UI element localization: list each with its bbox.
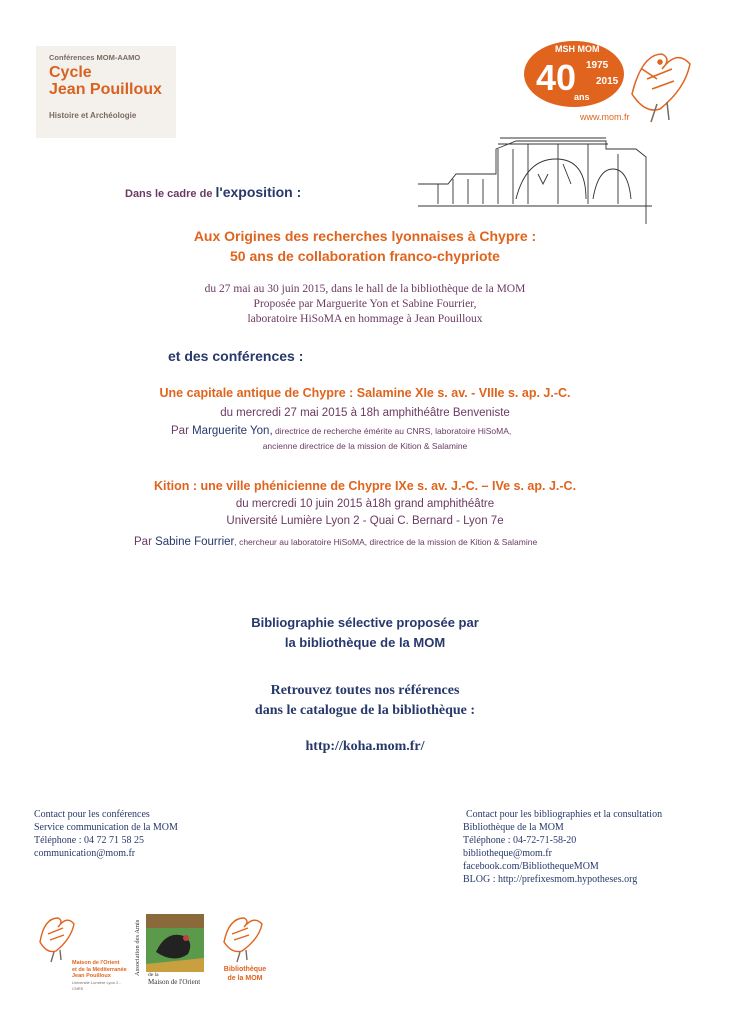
cycle-jean-pouilloux-logo — [36, 46, 176, 138]
exhibition-details — [0, 282, 730, 327]
conf2-title: Kition : une ville phénicienne de Chypre IXe s. av. J.-C. – IVe s. ap. J.-C. — [153, 479, 577, 493]
contact-bibliotheque-title: Contact pour les bibliographies et la consultation — [466, 809, 663, 820]
contact-conferences — [34, 808, 178, 860]
logo-conferences-text: Conférences MOM-AAMO — [49, 53, 141, 62]
conf2-date: du mercredi 10 juin 2015 à18h grand amphithéâtre — [235, 498, 495, 510]
bibliotheque-bird-icon — [218, 912, 268, 964]
association-vertical-text: Association des Amis — [134, 919, 141, 976]
conf1-role2: ancienne directrice de la mission de Kition & Salamine — [262, 441, 468, 451]
mom-logo-line3: Jean Pouilloux — [72, 973, 111, 979]
mom-logo-line2: et de la Méditerranée — [72, 966, 127, 973]
conf1-role1: directrice de recherche émérite au CNRS, laboratoire HiSoMA, — [272, 426, 512, 436]
conf1-par: Par — [171, 425, 193, 437]
badge-year-start: 1975 — [586, 60, 609, 71]
contact-bibliotheque-facebook[interactable]: facebook.com/BibliothequeMOM — [463, 861, 599, 872]
exhibition-laboratory: laboratoire HiSoMA en hommage à Jean Pouilloux — [247, 313, 483, 325]
logo-histoire-text: Histoire et Archéologie — [49, 111, 137, 120]
bird-icon — [632, 54, 690, 122]
conf1-title: Une capitale antique de Chypre : Salamine XIe s. av. - VIIIe s. ap. J.-C. — [159, 386, 571, 400]
conf2-place: Université Lumière Lyon 2 - Quai C. Bernard - Lyon 7e — [226, 515, 504, 527]
badge-forty: 40 — [536, 57, 577, 98]
koha-link[interactable]: http://koha.mom.fr/ — [305, 739, 425, 754]
conf2-speaker: Sabine Fourrier — [155, 536, 235, 548]
conf2-role: , chercheur au laboratoire HiSoMA, directrice de la mission de Kition & Salamine — [234, 537, 538, 547]
bibliography-line2: la bibliothèque de la MOM — [284, 635, 446, 650]
association-painting — [146, 914, 204, 972]
catalogue-block — [0, 681, 730, 721]
association-maison: Maison de l'Orient — [148, 978, 201, 986]
bibliotheque-logo-line1: Bibliothèque — [223, 966, 267, 973]
mom-logo-line1: Maison de l'Orient — [72, 960, 120, 966]
intro-prefix — [125, 184, 301, 200]
badge-ans: ans — [574, 92, 590, 102]
catalogue-line1: Retrouvez toutes nos références — [270, 683, 460, 698]
logo-cycle-text: Cycle — [49, 64, 92, 81]
mom-bird-icon — [36, 912, 76, 964]
mom-logo — [36, 912, 132, 990]
bibliography-line1: Bibliographie sélective proposée par — [251, 615, 479, 630]
ancient-colonnade-illustration — [418, 124, 652, 224]
conf1-speaker-line — [171, 425, 511, 437]
contact-bibliotheque-phone: Téléphone : 04-72-71-58-20 — [463, 835, 577, 846]
exhibition-title — [0, 226, 730, 266]
bibliography-block — [0, 613, 730, 653]
badge-year-end: 2015 — [596, 76, 619, 87]
contact-conferences-service: Service communication de la MOM — [34, 822, 178, 833]
bibliotheque-logo-line2: de la MOM — [227, 974, 263, 982]
catalogue-line2: dans le catalogue de la bibliothèque : — [254, 703, 476, 718]
contact-conferences-phone: Téléphone : 04 72 71 58 25 — [34, 835, 144, 846]
conf1-speaker: Marguerite Yon, — [192, 425, 273, 437]
exhibition-title-line1: Aux Origines des recherches lyonnaises à Chypre : — [193, 228, 537, 244]
bibliotheque-mom-logo — [218, 912, 276, 990]
contact-bibliotheque-email[interactable]: bibliotheque@mom.fr — [463, 848, 552, 859]
logo-jean-pouilloux-text: Jean Pouilloux — [49, 81, 162, 98]
exhibition-title-line2: 50 ans de collaboration franco-chypriote — [230, 248, 500, 264]
contact-conferences-email[interactable]: communication@mom.fr — [34, 848, 136, 859]
mom-logo-line4: Université Lumière Lyon 2 - CNRS — [72, 979, 121, 991]
contact-bibliotheque — [463, 808, 662, 886]
msh-mom-40-ans-badge — [522, 34, 698, 128]
conferences-heading: et des conférences : — [168, 348, 304, 364]
contact-conferences-title: Contact pour les conférences — [34, 809, 150, 820]
intro-prefix-text: Dans le cadre de — [125, 188, 216, 200]
contact-bibliotheque-name: Bibliothèque de la MOM — [463, 822, 564, 833]
association-de-la: de la — [148, 972, 159, 978]
exhibition-dates: du 27 mai au 30 juin 2015, dans le hall de la bibliothèque de la MOM — [204, 283, 526, 295]
exhibition-proposed-by: Proposée par Marguerite Yon et Sabine Fourrier, — [253, 298, 477, 310]
association-amis-logo — [134, 912, 208, 990]
conf1-date: du mercredi 27 mai 2015 à 18h amphithéâtre Benveniste — [220, 407, 510, 419]
conf2-par: Par — [134, 536, 156, 548]
conf2-speaker-line — [134, 536, 537, 548]
intro-exposition: l'exposition : — [215, 184, 302, 200]
badge-msh-mom: MSH MOM — [555, 44, 600, 54]
badge-url: www.mom.fr — [580, 112, 630, 122]
contact-bibliotheque-blog[interactable]: BLOG : http://prefixesmom.hypotheses.org — [463, 874, 638, 885]
